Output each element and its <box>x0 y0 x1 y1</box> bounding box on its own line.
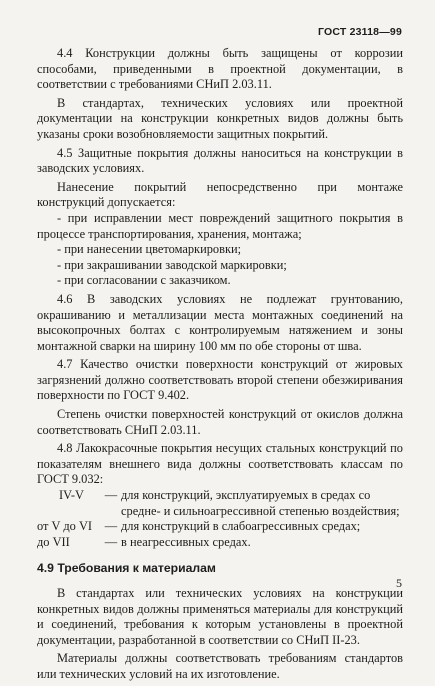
section-title-materials: 4.9 Требования к материалам <box>37 561 216 576</box>
list-item: - при согласовании с заказчиком. <box>57 273 231 288</box>
list-item: - при нанесении цветомаркировки; <box>57 242 242 257</box>
coating-class: до VII <box>37 534 70 549</box>
paragraph-oxide-cleaning: Степень очистки поверхностей конструкций от окислов должна соответствовать СНиП 2.03.11. <box>37 407 403 437</box>
dash-separator: — <box>104 534 118 549</box>
paragraph-materials-standards: В стандартах или технических условиях на конструкции конкретных видов должны применяться материалы для конструкций и соединений, требования к которым установлены в проектной документации, разработанной в соответствии со СНиП II-23. <box>37 586 403 647</box>
list-item: - при закрашивании заводской маркировки; <box>57 257 287 272</box>
paragraph-4-4: 4.4 Конструкции должны быть защищены от коррозии способами, приведенными в проектной документации, в соответствии с требованиями СНиП 2.03.11. <box>37 46 403 92</box>
coating-class-row <box>37 535 403 551</box>
page-body <box>37 46 403 686</box>
coating-class-row <box>37 488 403 519</box>
coating-class-table <box>37 488 403 550</box>
paragraph-renewal-terms: В стандартах, технических условиях или проектной документации на конструкции конкретных видов должны быть указаны сроки возобновляемости защитных покрытий. <box>37 95 403 141</box>
coating-class-description: для конструкций в слабоагрессивных средах; <box>121 519 361 534</box>
dash-separator: — <box>104 488 118 503</box>
coating-class-description: в неагрессивных средах. <box>121 534 251 549</box>
coating-class-row <box>37 519 403 535</box>
paragraph-onsite-coating: Нанесение покрытий непосредственно при монтаже конструкций допускается: <box>37 179 403 210</box>
coating-class: от V до VI <box>37 519 93 534</box>
document-id-header: ГОСТ 23118—99 <box>317 26 402 38</box>
paragraph-materials-compliance: Материалы должны соответствовать требованиям стандартов или технических условий на их изготовление. <box>37 651 403 681</box>
coating-class: IV-V <box>59 488 85 503</box>
paragraph-4-7: 4.7 Качество очистки поверхности конструкций от жировых загрязнений должно соответствовать второй степени обезжиривания поверхности по ГОСТ 9.402. <box>37 357 403 403</box>
dash-separator: — <box>104 519 118 534</box>
coating-class-description: для конструкций, эксплуатируемых в средах со средне- и сильноагрессивной степенью воздействия; <box>121 488 400 518</box>
paragraph-4-6: 4.6 В заводских условиях не подлежат грунтованию, окрашиванию и металлизации места монтажных соединений на высокопрочных болтах с контролируемым натяжением и зоны монтажной сварки на ширину 100 мм по обе стороны от шва. <box>37 291 403 353</box>
paragraph-4-5: 4.5 Защитные покрытия должны наноситься на конструкции в заводских условиях. <box>37 145 403 176</box>
paragraph-4-8: 4.8 Лакокрасочные покрытия несущих стальных конструкций по показателям внешнего вида должны соответствовать классам по ГОСТ 9.032: <box>37 441 403 487</box>
list-item: - при исправлении мест повреждений защитного покрытия в процессе транспортирования, хранения, монтажа; <box>37 210 403 241</box>
page-number: 5 <box>396 576 402 590</box>
